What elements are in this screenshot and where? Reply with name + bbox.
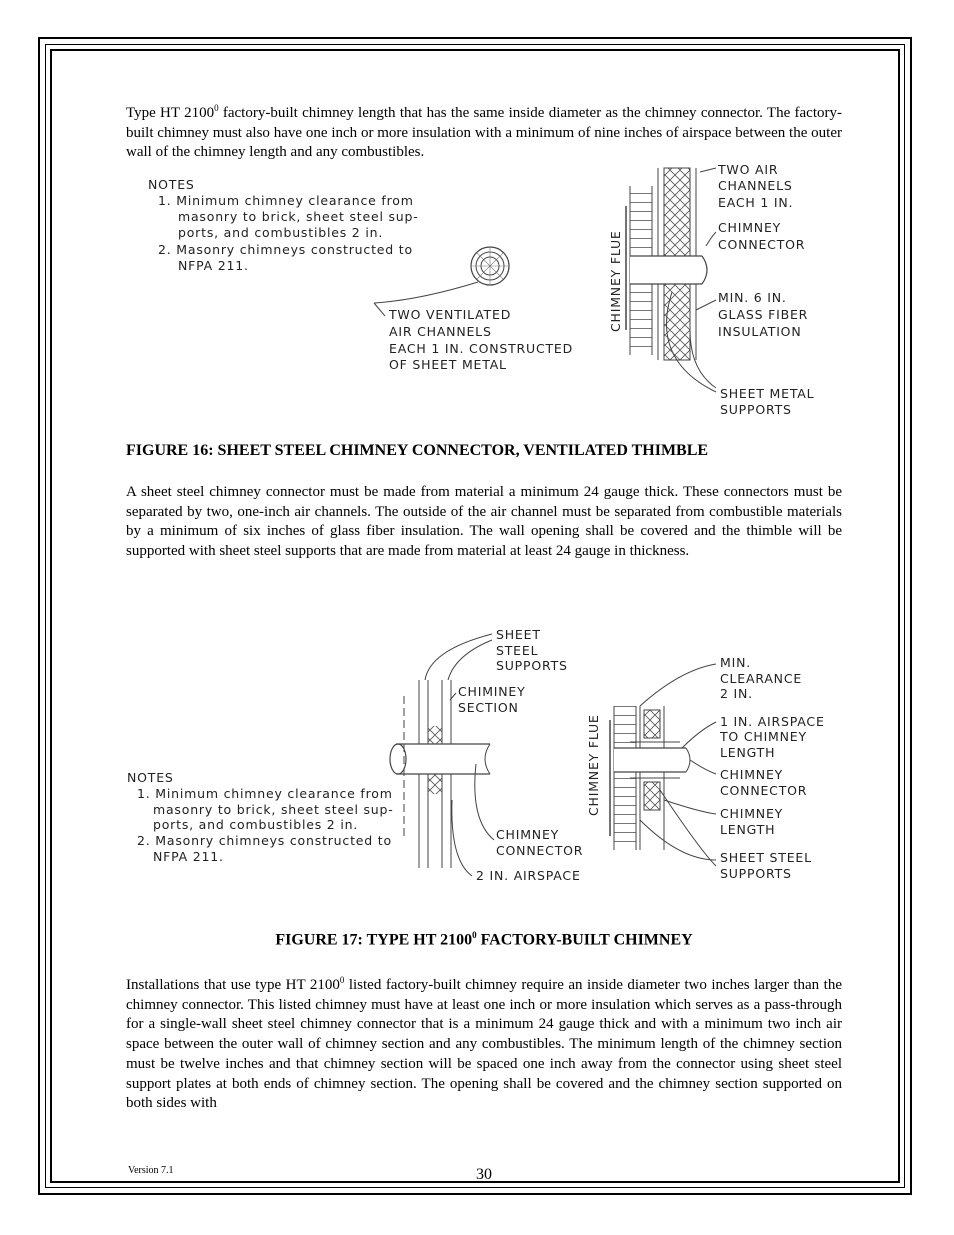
fig17-label-line: 1 IN. AIRSPACE	[720, 714, 825, 729]
fig16-label-line: EACH 1 IN. CONSTRUCTED	[389, 341, 574, 356]
paragraph-2: A sheet steel chimney connector must be made from material a minimum 24 gauge thick. These connectors must be separated by two, one-inch air channels. The outside of the air channel must be separated from combustible materials by a minimum of six inches of glass fiber insulation. The wall opening shall be covered and the thimble will be supported with sheet steel supports that are made from material at least 24 gauge in thickness.	[126, 484, 842, 560]
fig17-label-line: CONNECTOR	[496, 843, 584, 858]
fig17-label-line: SECTION	[458, 700, 519, 715]
fig16-label-line: SUPPORTS	[720, 402, 792, 417]
fig16-flue-label: CHIMNEY FLUE	[608, 230, 623, 332]
figure-16-caption: FIGURE 16: SHEET STEEL CHIMNEY CONNECTOR, VENTILATED THIMBLE	[126, 442, 709, 459]
fig16-label-line: CHIMNEY	[718, 220, 782, 235]
fig16-label-line: CHANNELS	[718, 178, 793, 193]
fig16-label-line: AIR CHANNELS	[389, 324, 492, 339]
fig17-label-line: LENGTH	[720, 822, 776, 837]
fig16-notes-line: masonry to brick, sheet steel sup-	[178, 209, 419, 224]
fig16-label-line: OF SHEET METAL	[389, 357, 507, 372]
fig17-label-line: 2 IN.	[720, 686, 753, 701]
fig17-label-line: TO CHIMNEY	[720, 729, 807, 744]
page-number: 30	[476, 1166, 492, 1183]
fig16-label-line: SHEET METAL	[720, 386, 815, 401]
fig16-label-line: GLASS FIBER	[718, 307, 809, 322]
paragraph-3: Installations that use type HT 2100$^0$ listed factory-built chimney require an inside diameter two inches larger than the chimney connector. This listed chimney must have at least one inch or more insulation which serves as a pass-through for a single-wall sheet steel chimney connector that is a minimum 24 gauge thick and with a minimum two inch air space between the outer wall of chimney section and any combustibles. The minimum length of the chimney section must be twelve inches and that chimney section will be spaced one inch away from the connector using sheet steel support plates at both ends of chimney section. The opening shall be covered and the chimney section supported on both sides with	[126, 975, 842, 1112]
fig17-flue-label: CHIMNEY FLUE	[586, 714, 601, 816]
fig17-label-line: SUPPORTS	[720, 866, 792, 881]
fig17-label-line: SUPPORTS	[496, 658, 568, 673]
fig17-notes-line: NFPA 211.	[153, 849, 224, 864]
fig16-notes-line: 2. Masonry chimneys constructed to	[158, 242, 413, 257]
fig16-label-line: TWO AIR	[718, 162, 779, 177]
fig17-label-line: CLEARANCE	[720, 671, 803, 686]
fig16-label-line: EACH 1 IN.	[718, 195, 794, 210]
fig17-label-line: MIN.	[720, 655, 751, 670]
fig17-label-line: CHIMINEY	[458, 684, 526, 699]
fig17-label-line: LENGTH	[720, 745, 776, 760]
fig16-label-line: MIN. 6 IN.	[718, 290, 787, 305]
fig17-label-line: STEEL	[496, 643, 539, 658]
fig16-label-line: INSULATION	[718, 324, 802, 339]
intro-paragraph: Type HT 2100$^0$ factory-built chimney length that has the same inside diameter as the chimney connector. The factory-built chimney must also have one inch or more insulation with a minimum of nine inches of airspace between the outer wall of the chimney length and any combustibles.	[126, 103, 842, 161]
fig16-label-line: TWO VENTILATED	[389, 307, 512, 322]
fig17-label-line: 2 IN. AIRSPACE	[476, 868, 581, 883]
fig16-notes-line: 1. Minimum chimney clearance from	[158, 193, 414, 208]
fig17-label-line: CHIMNEY	[496, 827, 560, 842]
fig16-notes-line: NFPA 211.	[178, 258, 249, 273]
fig16-notes-line: ports, and combustibles 2 in.	[178, 225, 384, 240]
fig17-label-line: CHIMNEY	[720, 767, 784, 782]
fig17-notes-line: ports, and combustibles 2 in.	[153, 817, 359, 832]
fig17-label-line: CONNECTOR	[720, 783, 808, 798]
fig17-label-line: SHEET STEEL	[720, 850, 812, 865]
fig17-label-line: SHEET	[496, 627, 541, 642]
fig16-notes-line: NOTES	[148, 177, 195, 192]
version-label: Version 7.1	[128, 1165, 174, 1176]
fig17-notes-line: 1. Minimum chimney clearance from	[137, 786, 393, 801]
fig17-notes-line: masonry to brick, sheet steel sup-	[153, 802, 394, 817]
fig17-notes-line: NOTES	[127, 770, 174, 785]
fig17-notes-line: 2. Masonry chimneys constructed to	[137, 833, 392, 848]
fig16-label-line: CONNECTOR	[718, 237, 806, 252]
figure-17-caption: FIGURE 17: TYPE HT 2100$^0$ FACTORY-BUILT CHIMNEY	[275, 930, 693, 949]
fig17-label-line: CHIMNEY	[720, 806, 784, 821]
